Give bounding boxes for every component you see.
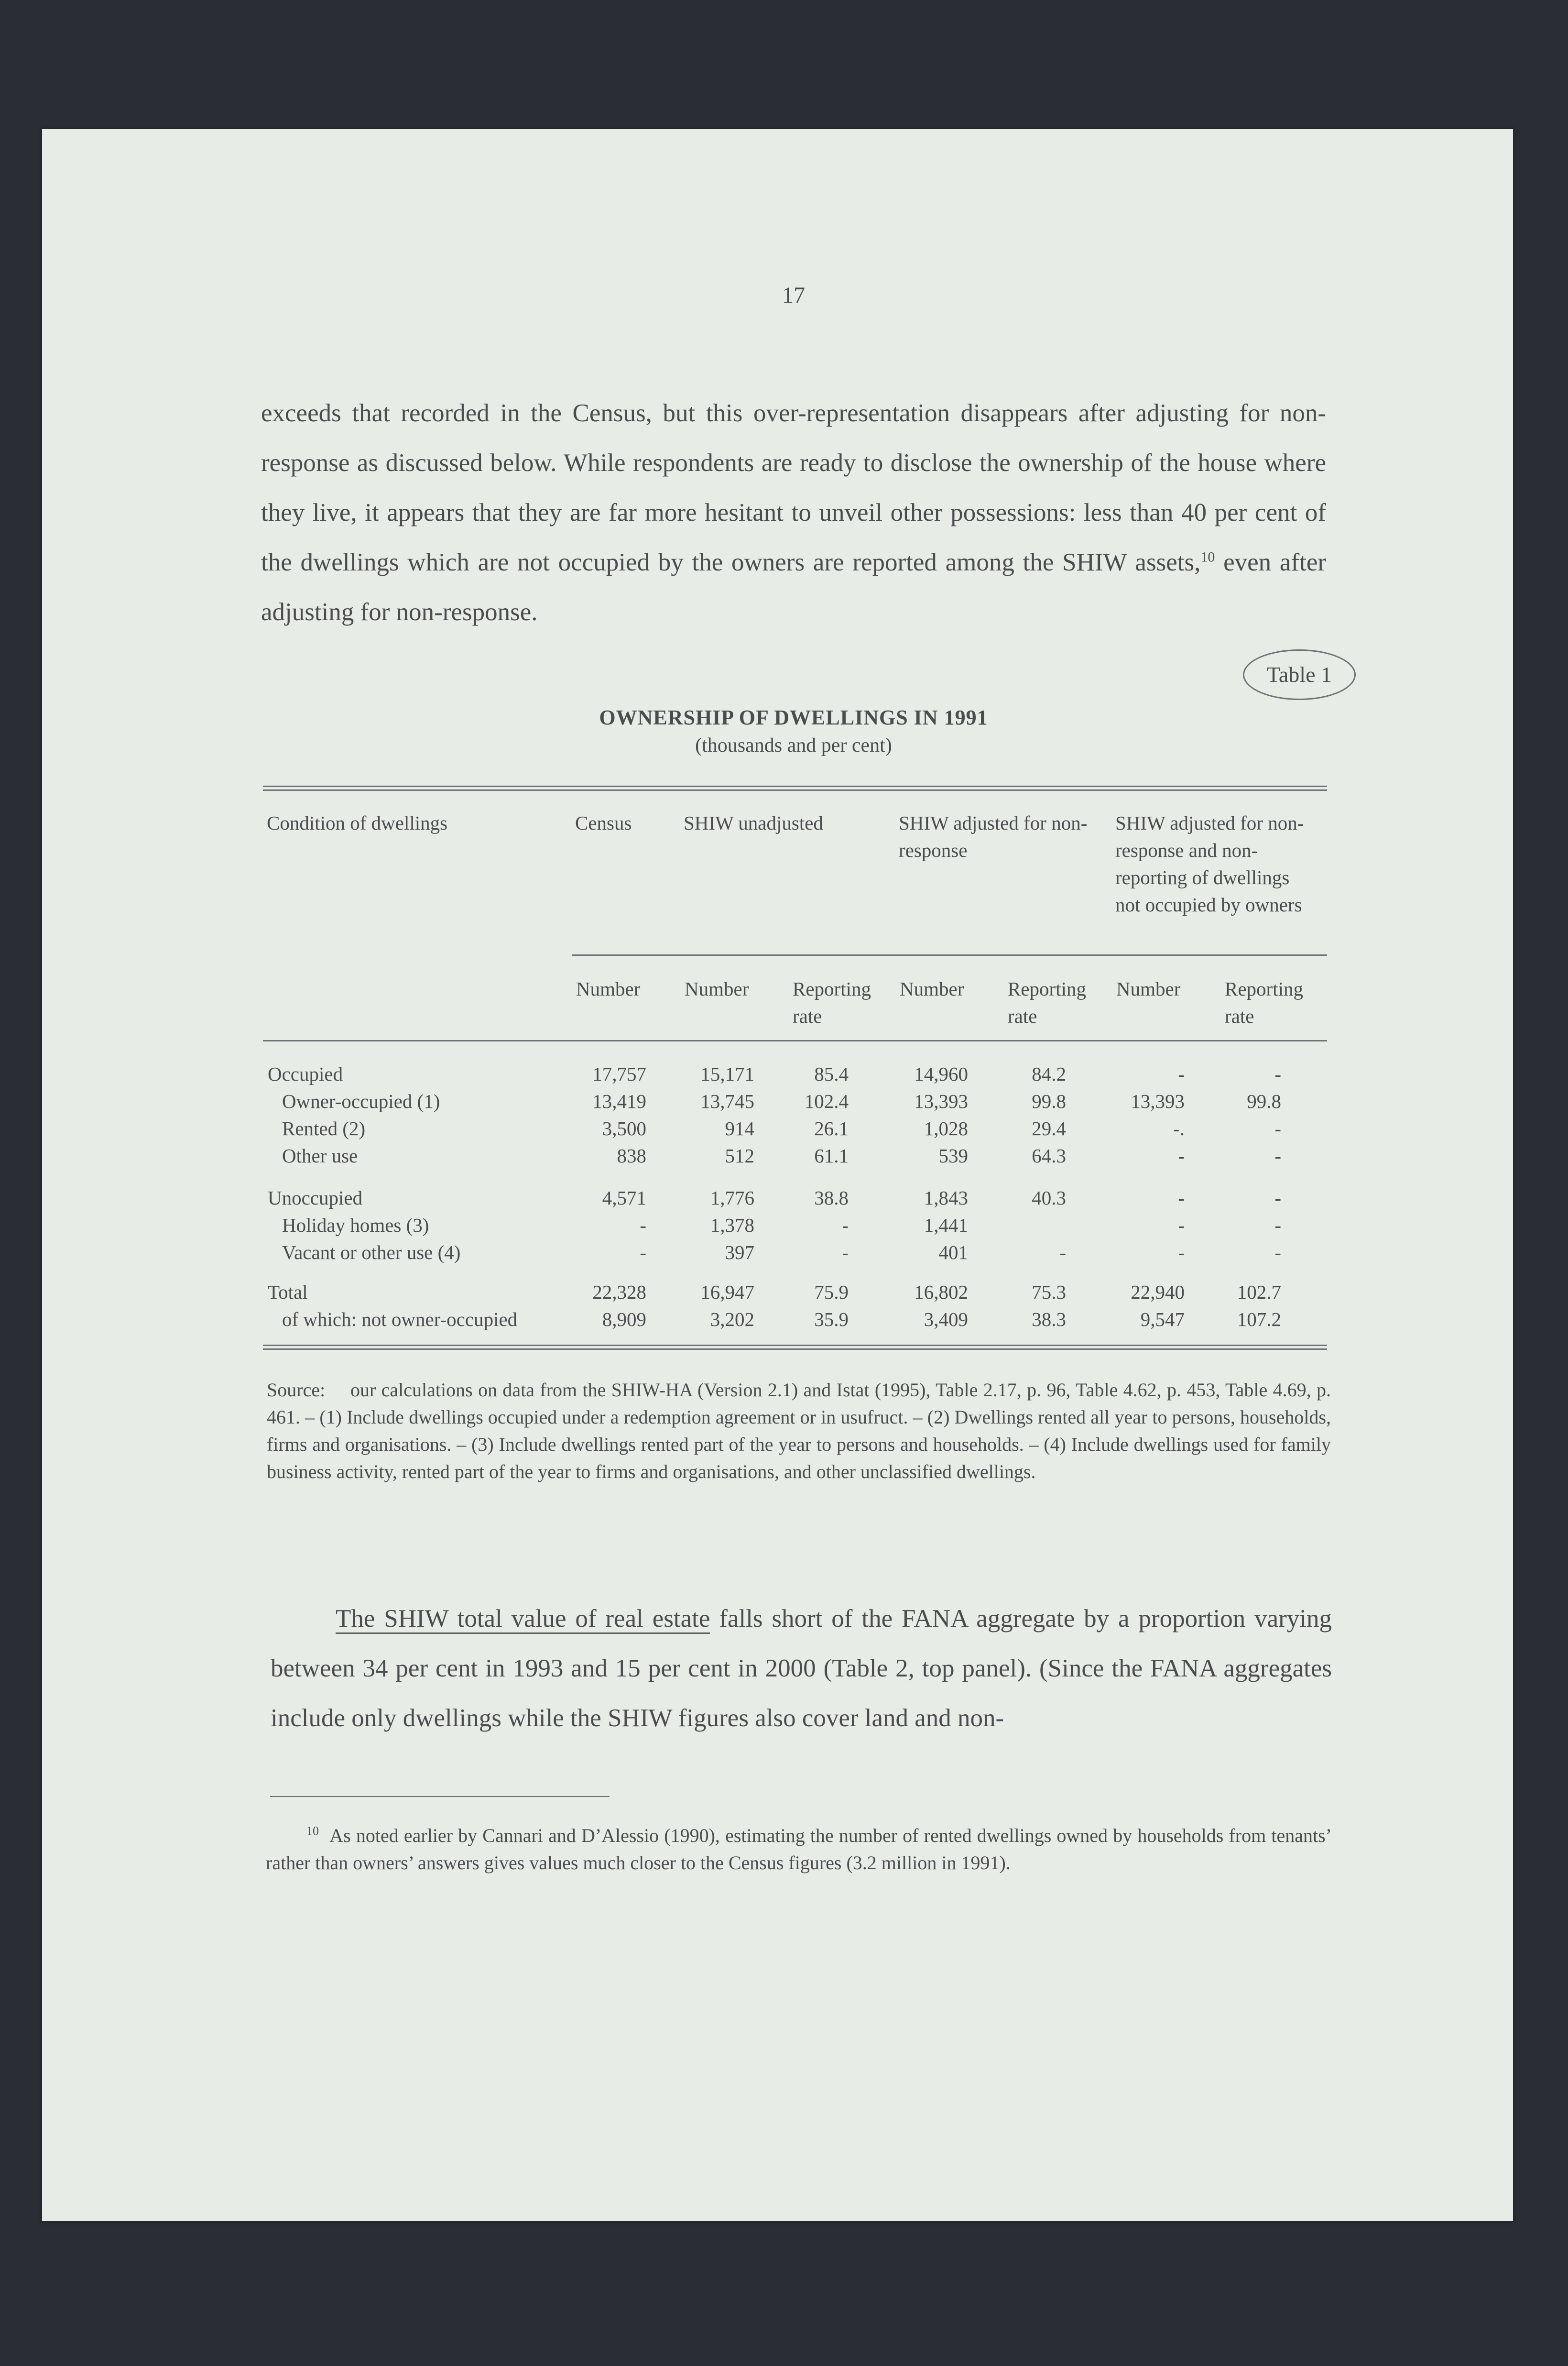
cell-unadjusted-rate: 85.4 bbox=[814, 1063, 849, 1085]
cell-census-number: 838 bbox=[617, 1145, 646, 1167]
underlined-phrase: The SHIW total value of real estate bbox=[336, 1605, 710, 1634]
cell-both-number: - bbox=[1178, 1241, 1185, 1263]
cell-census-number: 8,909 bbox=[602, 1308, 646, 1330]
cell-both-number: - bbox=[1178, 1214, 1185, 1236]
subheader-unadjusted-rate: Reporting rate bbox=[793, 978, 871, 1027]
cell-unadjusted-rate: 26.1 bbox=[814, 1117, 849, 1139]
paragraph-real-estate-text: falls short of the FANA aggregate by a proportion varying between 34 per cent in 1993 and 15 per cent in 2000 (Table 2, top panel). (Since the FANA aggregates include only dwellings while the SHIW figures also cover land and non- bbox=[271, 1605, 1332, 1732]
footnote-separator bbox=[270, 1796, 610, 1797]
source-label: Source: bbox=[267, 1379, 326, 1401]
footnote-text: As noted earlier by Cannari and D’Alessio (1990), estimating the number of rented dwellings owned by households from tenants’ rather than owners’ answers gives values much closer to the Census figures (3.2 million in 1991). bbox=[266, 1825, 1332, 1873]
cell-both-number: -. bbox=[1173, 1117, 1185, 1139]
cell-both-number: - bbox=[1178, 1187, 1185, 1209]
row-label: Total bbox=[268, 1281, 308, 1303]
subheader-nonresponse-number: Number bbox=[900, 978, 964, 1000]
row-label: of which: not owner-occupied bbox=[282, 1308, 518, 1330]
paragraph-real-estate bbox=[271, 1594, 1332, 1743]
cell-nonresponse-number: 539 bbox=[938, 1145, 968, 1167]
row-label: Rented (2) bbox=[282, 1117, 366, 1139]
page-number: 17 bbox=[782, 283, 805, 308]
cell-unadjusted-rate: 38.8 bbox=[814, 1187, 849, 1209]
cell-nonresponse-number: 1,441 bbox=[924, 1214, 968, 1236]
footnote-reference: 10 bbox=[1200, 549, 1215, 565]
subheader-both-rate: Reporting rate bbox=[1225, 978, 1303, 1027]
cell-nonresponse-rate: 29.4 bbox=[1032, 1117, 1066, 1139]
cell-census-number: - bbox=[640, 1241, 646, 1263]
cell-census-number: 13,419 bbox=[592, 1090, 646, 1112]
cell-unadjusted-rate: 102.4 bbox=[804, 1090, 849, 1112]
cell-both-rate: - bbox=[1274, 1241, 1281, 1263]
cell-unadjusted-rate: - bbox=[842, 1214, 849, 1236]
cell-unadjusted-number: 1,776 bbox=[710, 1187, 754, 1209]
cell-both-number: 13,393 bbox=[1131, 1090, 1185, 1112]
cell-unadjusted-number: 13,745 bbox=[700, 1090, 754, 1112]
cell-both-rate: - bbox=[1274, 1214, 1281, 1236]
cell-nonresponse-rate: 84.2 bbox=[1032, 1063, 1066, 1085]
cell-nonresponse-rate: 75.3 bbox=[1032, 1281, 1066, 1303]
paragraph-intro-tail: even after adjusting for non-response. bbox=[261, 548, 1326, 626]
table-bottom-rule bbox=[263, 1345, 1327, 1350]
cell-both-rate: 102.7 bbox=[1237, 1281, 1281, 1303]
cell-both-number: - bbox=[1178, 1063, 1185, 1085]
cell-nonresponse-number: 1,843 bbox=[924, 1187, 968, 1209]
header-group-rule bbox=[572, 954, 1327, 956]
cell-both-rate: - bbox=[1274, 1117, 1281, 1139]
subheader-unadjusted-number: Number bbox=[685, 978, 749, 1000]
table-label: Table 1 bbox=[1243, 649, 1356, 700]
cell-unadjusted-number: 397 bbox=[725, 1241, 754, 1263]
cell-unadjusted-rate: - bbox=[842, 1241, 849, 1263]
header-census: Census bbox=[575, 812, 632, 834]
cell-nonresponse-number: 3,409 bbox=[924, 1308, 968, 1330]
cell-nonresponse-number: 14,960 bbox=[914, 1063, 968, 1085]
cell-nonresponse-rate: 99.8 bbox=[1032, 1090, 1066, 1112]
cell-both-rate: 99.8 bbox=[1247, 1090, 1281, 1112]
cell-both-rate: - bbox=[1274, 1145, 1281, 1167]
subheader-census-number: Number bbox=[576, 978, 641, 1000]
cell-both-number: - bbox=[1178, 1145, 1185, 1167]
cell-census-number: 3,500 bbox=[602, 1117, 646, 1139]
cell-nonresponse-number: 401 bbox=[938, 1241, 968, 1263]
cell-both-rate: - bbox=[1274, 1063, 1281, 1085]
row-label: Other use bbox=[282, 1145, 358, 1167]
cell-nonresponse-rate: 64.3 bbox=[1032, 1145, 1066, 1167]
cell-unadjusted-number: 1,378 bbox=[710, 1214, 754, 1236]
cell-unadjusted-number: 15,171 bbox=[700, 1063, 754, 1085]
cell-both-rate: - bbox=[1274, 1187, 1281, 1209]
subheader-nonresponse-rate: Reporting rate bbox=[1008, 978, 1086, 1027]
table-top-rule bbox=[263, 786, 1327, 791]
header-shiw-adjusted-nonresponse: SHIW adjusted for non-response bbox=[899, 812, 1088, 861]
paragraph-intro-text: exceeds that recorded in the Census, but this over-representation disappears after adjusting for non-response as discussed below. While respondents are ready to disclose the ownership of the house where they live, it appears that they are far more hesitant to unveil other possessions: less than 40 per cent of the dwellings which are not occupied by the owners are reported among the SHIW assets, bbox=[261, 399, 1326, 576]
cell-nonresponse-number: 1,028 bbox=[924, 1117, 968, 1139]
cell-nonresponse-rate: 40.3 bbox=[1032, 1187, 1066, 1209]
cell-both-number: 22,940 bbox=[1131, 1281, 1185, 1303]
cell-unadjusted-rate: 61.1 bbox=[814, 1145, 849, 1167]
cell-unadjusted-rate: 75.9 bbox=[814, 1281, 849, 1303]
cell-nonresponse-number: 16,802 bbox=[914, 1281, 968, 1303]
table-source-note bbox=[267, 1376, 1331, 1485]
cell-unadjusted-rate: 35.9 bbox=[814, 1308, 849, 1330]
table-title: OWNERSHIP OF DWELLINGS IN 1991 bbox=[599, 706, 988, 729]
cell-unadjusted-number: 914 bbox=[725, 1117, 754, 1139]
cell-census-number: 17,757 bbox=[592, 1063, 646, 1085]
source-text: our calculations on data from the SHIW-HA (Version 2.1) and Istat (1995), Table 2.17, p. 96, Table 4.62, p. 453, Table 4.69, p. 461. – (1) Include dwellings occupied under a redemption agreement or in usufruct. – (2) Dwellings rented all year to persons, households, firms and organisations. – (3) Include dwellings rented part of the year to persons and households. – (4) Include dwellings used for family business activity, rented part of the year to firms and organisations, and other unclassified dwellings. bbox=[267, 1379, 1331, 1482]
paragraph-intro bbox=[261, 388, 1326, 637]
cell-both-rate: 107.2 bbox=[1237, 1308, 1281, 1330]
cell-census-number: 22,328 bbox=[592, 1281, 646, 1303]
cell-unadjusted-number: 16,947 bbox=[700, 1281, 754, 1303]
cell-census-number: 4,571 bbox=[602, 1187, 646, 1209]
cell-nonresponse-number: 13,393 bbox=[914, 1090, 968, 1112]
cell-nonresponse-rate: - bbox=[1059, 1241, 1066, 1263]
footnote bbox=[266, 1822, 1332, 1876]
row-label: Holiday homes (3) bbox=[282, 1214, 429, 1236]
header-shiw-unadjusted: SHIW unadjusted bbox=[684, 812, 823, 834]
row-label: Owner-occupied (1) bbox=[282, 1090, 440, 1112]
header-shiw-adjusted-both: SHIW adjusted for non-response and non-reporting of dwellings not occupied by owners bbox=[1115, 812, 1304, 916]
cell-both-number: 9,547 bbox=[1140, 1308, 1185, 1330]
row-label: Vacant or other use (4) bbox=[282, 1241, 461, 1263]
table-subtitle: (thousands and per cent) bbox=[695, 734, 892, 756]
header-bottom-rule bbox=[263, 1040, 1327, 1041]
cell-unadjusted-number: 512 bbox=[725, 1145, 754, 1167]
subheader-both-number: Number bbox=[1116, 978, 1181, 1000]
cell-nonresponse-rate: 38.3 bbox=[1032, 1308, 1066, 1330]
cell-unadjusted-number: 3,202 bbox=[710, 1308, 754, 1330]
cell-census-number: - bbox=[640, 1214, 646, 1236]
header-condition: Condition of dwellings bbox=[267, 812, 448, 834]
row-label: Unoccupied bbox=[268, 1187, 363, 1209]
footnote-marker: 10 bbox=[306, 1824, 319, 1838]
row-label: Occupied bbox=[268, 1063, 343, 1085]
